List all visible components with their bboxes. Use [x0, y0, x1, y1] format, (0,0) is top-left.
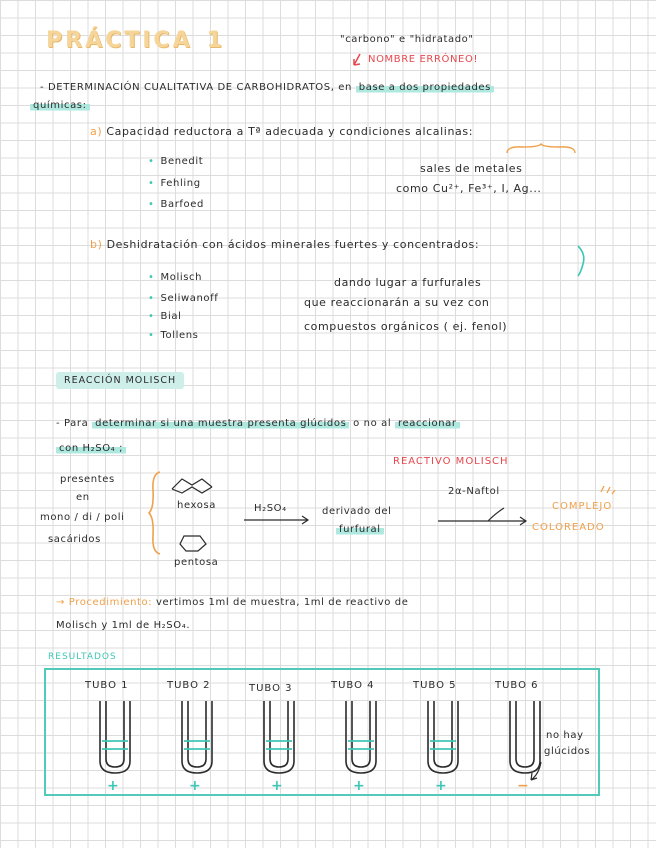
section-a-note-1: sales de metales: [420, 162, 523, 175]
test-result-sign: +: [107, 778, 119, 794]
test-result-sign: −: [517, 778, 529, 794]
test-tube-icon: [341, 697, 381, 777]
list-item: • Benedit: [148, 156, 203, 167]
test-result-sign: +: [435, 778, 447, 794]
reagent-label: REACTIVO MOLISCH: [393, 456, 509, 467]
derivative-label-2: furfural: [336, 524, 384, 535]
arrow-left-icon: [527, 760, 545, 784]
derivative-label-1: derivado del: [322, 506, 392, 517]
molisch-purpose-line-1: - Para determinar si una muestra presenta glúcidos o no al reaccionar: [56, 418, 460, 429]
intro-line-1: - DETERMINACIÓN CUALITATIVA DE CARBOHIDRATOS, en base a dos propiedades: [40, 82, 494, 93]
test-result-sign: +: [271, 778, 283, 794]
molisch-purpose-line-2: con H₂SO₄ ;: [56, 443, 126, 454]
list-item: • Molisch: [148, 272, 202, 283]
list-item: • Bial: [148, 311, 181, 322]
no-glucid-note-2: glúcidos: [544, 746, 591, 757]
no-glucid-note-1: no hay: [546, 730, 584, 741]
brace-icon: [505, 143, 577, 155]
tube-label: TUBO 4: [331, 680, 375, 691]
procedure-label: Procedimiento:: [68, 597, 153, 608]
header-note-quote: "carbono" e "hidratado": [340, 34, 474, 45]
test-tube-icon: [423, 697, 463, 777]
section-b-note-3: compuestos orgánicos ( ej. fenol): [304, 320, 508, 333]
procedure-line-1: → Procedimiento: vertimos 1ml de muestra, 1ml de reactivo de: [56, 597, 409, 608]
arrow-down-icon: [350, 52, 364, 68]
sparkle-icon: [598, 482, 618, 496]
section-b-note-1: dando lugar a furfurales: [334, 276, 482, 289]
arrow-right-icon: [242, 515, 312, 525]
scheme-label-4: sacáridos: [48, 534, 101, 545]
acid-label: H₂SO₄: [254, 503, 287, 514]
tube-label: TUBO 2: [167, 680, 211, 691]
section-b-heading: b) Deshidratación con ácidos minerales fuertes y concentrados:: [90, 238, 480, 251]
product-label-1: COMPLEJO: [552, 501, 613, 512]
pentose-ring-icon: [178, 533, 208, 553]
product-label-2: COLOREADO: [532, 522, 605, 533]
section-title-molisch: REACCIÓN MOLISCH: [56, 372, 184, 389]
section-a-note-2: como Cu²⁺, Fe³⁺, I, Ag...: [396, 182, 542, 195]
section-a-marker: a): [90, 125, 103, 138]
procedure-line-2: Molisch y 1ml de H₂SO₄.: [56, 620, 191, 631]
tube-label: TUBO 3: [249, 683, 293, 694]
section-b-note-2: que reaccionarán a su vez con: [304, 296, 490, 309]
tube-label: TUBO 1: [85, 680, 129, 691]
list-item: • Fehling: [148, 178, 201, 189]
section-a-heading: a) Capacidad reductora a Tª adecuada y condiciones alcalinas:: [90, 125, 473, 138]
pentose-label: pentosa: [174, 557, 219, 568]
test-tube-icon: [177, 697, 217, 777]
naphthol-label: 2α-Naftol: [448, 486, 500, 497]
header-warning: NOMBRE ERRÓNEO!: [368, 54, 479, 65]
test-result-sign: +: [189, 778, 201, 794]
list-item: • Seliwanoff: [148, 293, 218, 304]
scheme-label-3: mono / di / poli: [40, 512, 125, 523]
scheme-label-1: presentes: [60, 474, 115, 485]
test-tube-icon: [95, 697, 135, 777]
hexose-ring-icon: [170, 475, 216, 495]
hexose-label: hexosa: [177, 500, 216, 511]
test-result-sign: +: [353, 778, 365, 794]
tube-label: TUBO 5: [413, 680, 457, 691]
page-title: PRÁCTICA 1: [46, 28, 225, 53]
list-item: • Tollens: [148, 330, 198, 341]
bracket-icon: [576, 244, 588, 278]
list-item: • Barfoed: [148, 199, 204, 210]
reaction-arrow-icon: [436, 505, 532, 527]
test-tube-icon: [259, 697, 299, 777]
intro-line-2: químicas:: [30, 100, 90, 111]
practice-number: 1: [206, 28, 225, 53]
intro-highlight: base a dos propiedades: [356, 82, 494, 93]
curly-brace-icon: [148, 470, 164, 556]
results-label: RESULTADOS: [48, 652, 117, 662]
scheme-label-2: en: [76, 492, 90, 503]
section-b-marker: b): [90, 238, 103, 251]
tube-label: TUBO 6: [495, 680, 539, 691]
